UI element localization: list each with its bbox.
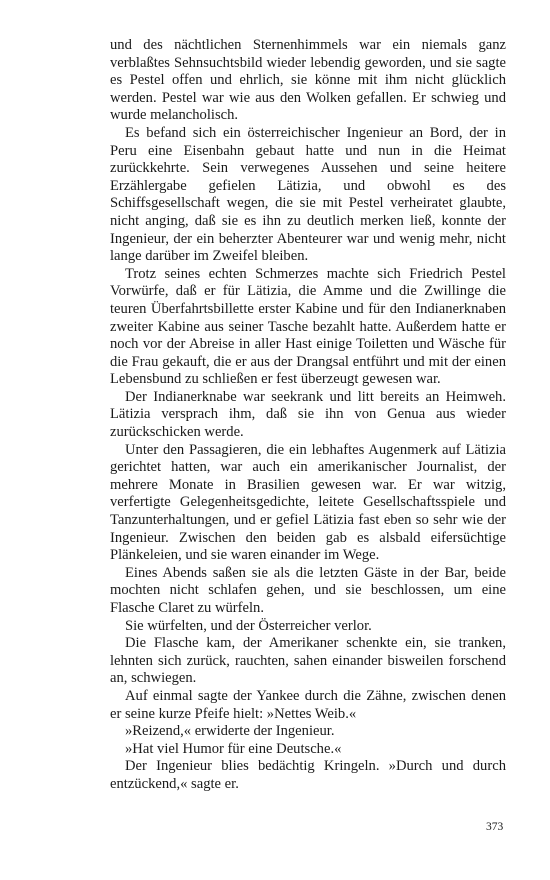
body-text <box>110 37 506 794</box>
paragraph: Der Indianerknabe war seekrank und litt bereits an Heimweh. Lätizia versprach ihm, daß sie ihn von Genua aus wieder zurückschicken werde. <box>110 388 506 441</box>
paragraph: Es befand sich ein österreichischer Ingenieur an Bord, der in Peru eine Eisenbahn gebaut hatte und nun in die Heimat zurückkehrte. Sein verwegenes Aussehen und seine heitere Erzählergabe gefielen Lätizia, und obwohl es des Schiffsgesellschaft wegen, die sie mit Pestel verheiratet glaubte, nicht anging, daß sie es ihn zu deutlich merken ließ, konnte der Ingenieur, der ein beherzter Abenteurer war und wenig mehr, nicht lange darüber im Zweifel bleiben. <box>110 124 506 265</box>
paragraph: Sie würfelten, und der Österreicher verlor. <box>125 617 372 634</box>
paragraph: Der Ingenieur blies bedächtig Kringeln. »Durch und durch entzückend,« sagte er. <box>110 758 506 792</box>
paragraph: Trotz seines echten Schmerzes machte sich Friedrich Pestel Vorwürfe, daß er für Lätizia, die Amme und die Zwillinge die teuren Überfahrtsbillette erster Kabine und für den Indianerknaben zweiter Kabine aus seiner Tasche bezahlt hatte. Außerdem hatte er noch vor der Abreise in aller Hast einige Toiletten und Wäsche für die Frau gekauft, die er aus der Drangsal entführt und mit der einen Lebensbund zu schließen er fest überzeugt gewesen war. <box>110 265 506 388</box>
paragraph: »Hat viel Humor für eine Deutsche.« <box>125 740 342 757</box>
paragraph: Die Flasche kam, der Amerikaner schenkte ein, sie tranken, lehnten sich zurück, rauchten, sahen einander bisweilen forschend an, schwiegen. <box>110 635 506 687</box>
page-number: 373 <box>486 821 504 833</box>
paragraph: Eines Abends saßen sie als die letzten Gäste in der Bar, beide mochten nicht schlafen gehen, und sie beschlossen, um eine Flasche Claret zu würfeln. <box>110 564 506 616</box>
paragraph: und des nächtlichen Sternenhimmels war ein niemals ganz verblaßtes Sehnsuchtsbild wieder lebendig geworden, und sie sagte es Pestel offen und ehrlich, sie könne mit ihm nicht glücklich werden. Pestel war wie aus den Wolken gefallen. Er schwieg und wurde melancholisch. <box>110 37 506 124</box>
paragraph: Auf einmal sagte der Yankee durch die Zähne, zwischen denen er seine kurze Pfeife hielt: »Nettes Weib.« <box>110 687 506 722</box>
paragraph: »Reizend,« erwiderte der Ingenieur. <box>125 723 335 740</box>
paragraph: Unter den Passagieren, die ein lebhaftes Augenmerk auf Lätizia gerichtet hatten, war auch ein amerikanischer Journalist, der mehrere Monate in Brasilien gewesen war. Er war witzig, verfertigte Gelegenheitsgedichte, leitete Gesellschaftsspiele und Tanzunterhaltungen, und er gefiel Lätizia fast eben so sehr wie der Ingenieur. Zwischen den beiden gab es alsbald eifersüchtige Plänkeleien, und sie waren einander im Wege. <box>110 441 506 564</box>
